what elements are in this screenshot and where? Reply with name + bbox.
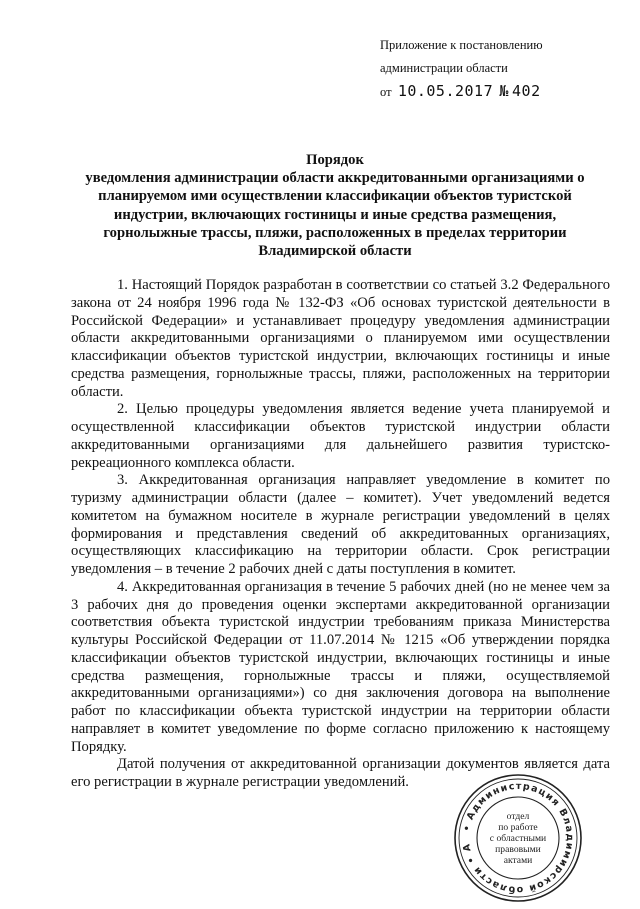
stamp-ring-text: • Администрация Владимирской области • А [461,780,576,896]
decree-number: 402 [512,82,541,100]
annex-header [380,34,543,104]
paragraph-1: 1. Настоящий Порядок разработан в соответствии со статьей 3.2 Федерального закона от 24 ноября 1996 года № 132-ФЗ «Об основах туристской деятельности в Российской Федерации» и устанавливает процедуру уведомления администрации области аккредитованными организациями о планируемом ими осуществлении классификации объектов туристской индустрии, включающих гостиницы и иные средства размещения, горнолыжные трассы, пляжи, расположенных на территории области. [71,277,610,400]
paragraph-2: 2. Целью процедуры уведомления является ведение учета планируемой и осуществленной классификации объектов туристской индустрии области аккредитованными организациями для дальнейшего развития туристско-рекреационного комплекса области. [71,401,610,471]
title-heading: Порядок [306,152,364,168]
official-stamp [452,772,584,904]
stamp-center-line: отдел [506,811,530,822]
annex-line-2: администрации области [380,61,508,75]
document-title [70,151,600,260]
paragraph-4: 4. Аккредитованная организация в течение 5 рабочих дней (но не менее чем за 3 рабочих дня до проведения оценки экспертами аккредитованной организации соответствия объекта туристской индустрии требованиям приказа Министерства культуры Российской Федерации от 11.07.2014 № 1215 «Об утверждении порядка классификации объектов туристской индустрии, включающих гостиницы и иные средства размещения, горнолыжные трассы и пляжи, осуществляемой аккредитованными организациями») со дня заключения договора на выполнение работ по классификации объекта туристской индустрии на территории области направляет в комитет уведомление по форме согласно приложению к настоящему Порядку. [71,578,610,755]
paragraph-5: Датой получения от аккредитованной организации документов является дата его регистрации в журнале регистрации уведомлений. [71,756,610,790]
from-label: от [380,85,392,99]
paragraph-3: 3. Аккредитованная организация направляет уведомление в комитет по туризму администрации области (далее – комитет). Учет уведомлений ведется комитетом на бумажном носителе в журнале регистрации уведомлений в целях формирования и представления сведений об аккредитованных организациях, осуществляющих классификацию на территории области. Срок регистрации уведомления – в течение 2 рабочих дней с даты поступления в комитет. [71,472,610,577]
title-text: уведомления администрации области аккредитованными организациями о планируемом ими осуществлении классификации объектов туристской индустрии, включающих гостиницы и иные средства размещения, горнолыжные трассы, пляжи, расположенных в пределах территории Владимирской области [85,170,585,260]
stamp-center-line: по работе [498,822,538,833]
stamp-seal-icon [452,772,584,904]
annex-line-1: Приложение к постановлению [380,38,543,52]
stamp-center-line: с областными [489,833,547,844]
decree-date: 10.05.2017 [397,82,494,100]
stamp-center-line: правовыми [495,844,541,855]
annex-date-line [380,80,543,104]
document-body [71,277,610,792]
stamp-center-line: актами [503,855,533,866]
number-sign: № [499,82,509,100]
